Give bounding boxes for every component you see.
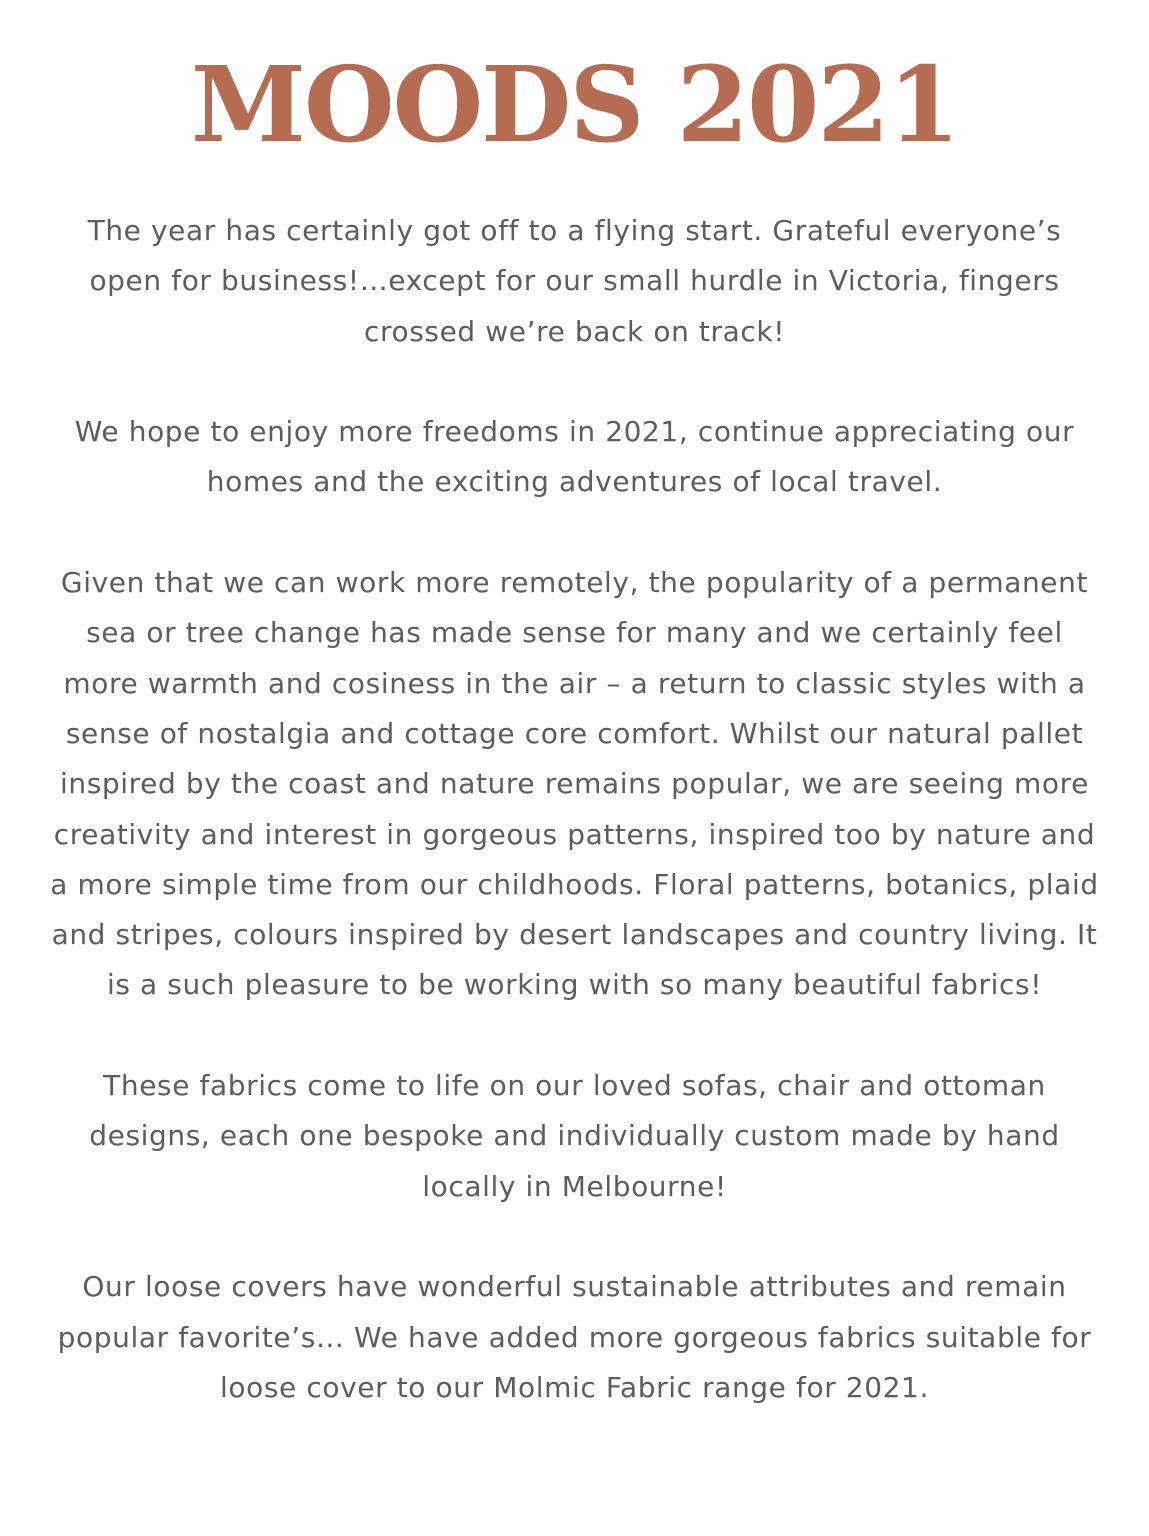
- paragraph-designs: These fabrics come to life on our loved sofas, chair and ottoman designs, each one bespoke and individually custom made by hand locally in Melbourne!: [89, 1069, 1060, 1203]
- paragraph-trends: Given that we can work more remotely, the popularity of a permanent sea or tree change has made sense for many and we certainly feel more warmth and cosiness in the air – a return to classic styles with a sense of nostalgia and cottage core comfort. Whilst our natural pallet inspired by the coast and nature remains popular, we are seeing more creativity and interest in gorgeous patterns, inspired too by nature and a more simple time from our childhoods. Floral patterns, botanics, plaid and stripes, colours inspired by desert landscapes and country living. It is a such pleasure to be working with so many beautiful fabrics!: [50, 566, 1099, 1002]
- paragraph-freedoms: We hope to enjoy more freedoms in 2021, continue appreciating our homes and the exciting adventures of local travel.: [74, 415, 1075, 499]
- article-body: [50, 206, 1099, 1413]
- paragraph-loose-covers: Our loose covers have wonderful sustainable attributes and remain popular favorite’s… We have added more gorgeous fabrics suitable for loose cover to our Molmic Fabric range for 2021.: [57, 1270, 1092, 1404]
- page-title: MOODS 2021: [190, 43, 959, 166]
- paragraph-intro: The year has certainly got off to a flying start. Grateful everyone’s open for business!…except for our small hurdle in Victoria, fingers crossed we’re back on track!: [87, 214, 1062, 348]
